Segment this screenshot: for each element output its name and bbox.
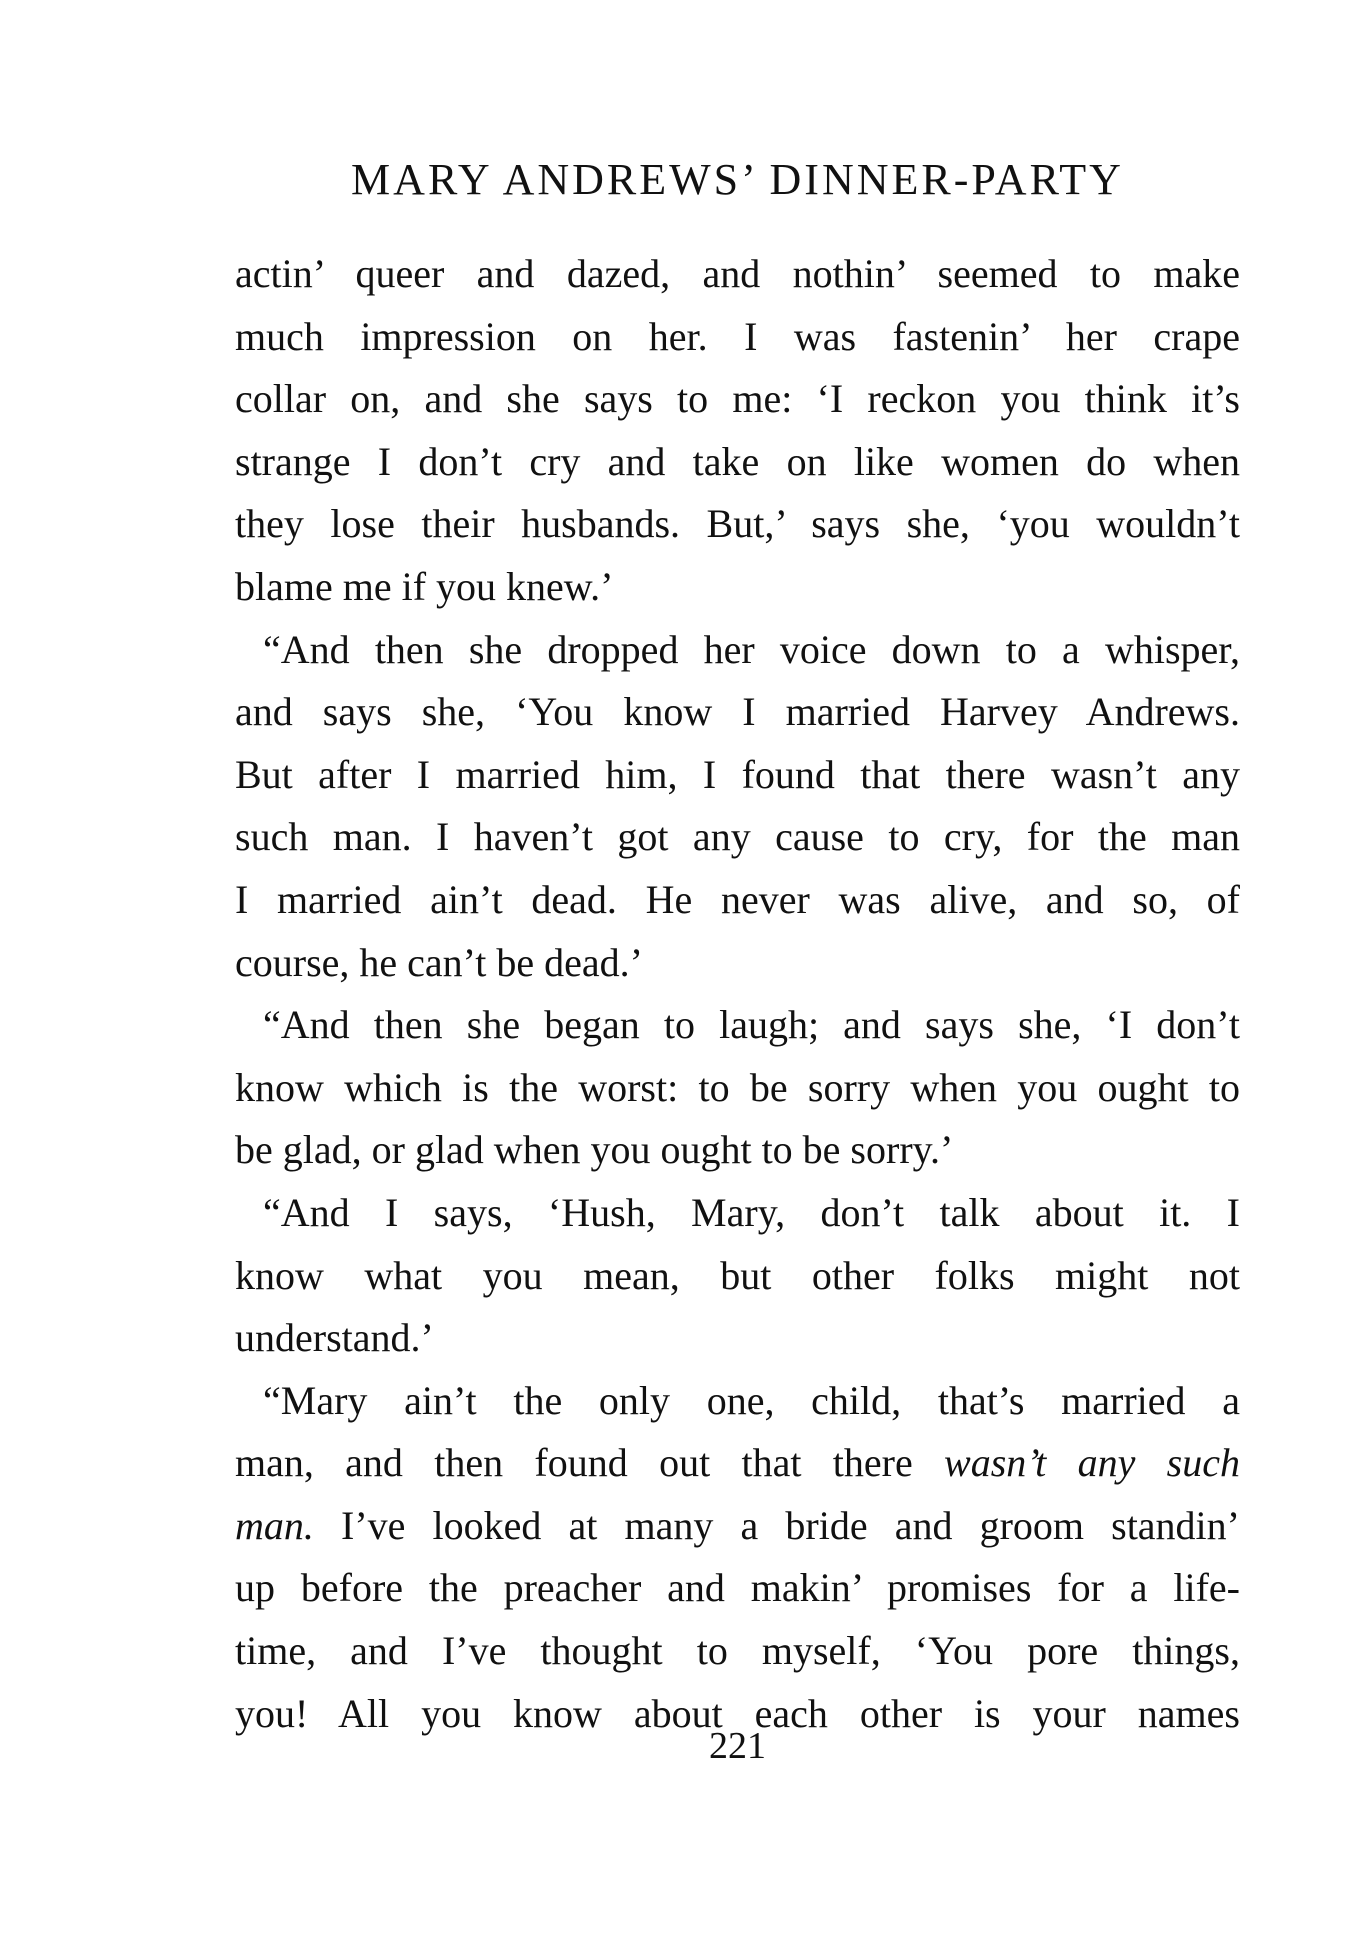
text-line: “And I says, ‘Hush, Mary, don’t talk about it. I xyxy=(263,1189,1240,1235)
paragraph xyxy=(235,243,1240,619)
text-line: and says she, ‘You know I married Harvey Andrews. xyxy=(235,689,1240,735)
text-line: know which is the worst: to be sorry when you ought to xyxy=(235,1064,1240,1110)
text-line: strange I don’t cry and take on like women do when xyxy=(235,438,1240,484)
text-line: time, and I’ve thought to myself, ‘You pore things, xyxy=(235,1628,1240,1674)
text-line: up before the preacher and makin’ promises for a life- xyxy=(235,1565,1240,1611)
body-text xyxy=(235,243,1240,1745)
paragraph xyxy=(235,619,1240,995)
text-line xyxy=(235,1432,1240,1495)
paragraph xyxy=(235,994,1240,1182)
text-line: “And then she began to laugh; and says she, ‘I don’t xyxy=(263,1002,1240,1048)
text-line: actin’ queer and dazed, and nothin’ seemed to make xyxy=(235,251,1240,296)
text-line: know what you mean, but other folks might not xyxy=(235,1252,1240,1298)
text-segment: I’ve looked at many a bride and groom standin’ xyxy=(313,1502,1240,1548)
text-line: But after I married him, I found that there wasn’t any xyxy=(235,751,1240,797)
text-line: such man. I haven’t got any cause to cry, for the man xyxy=(235,814,1240,860)
text-line: be glad, or glad when you ought to be sorry.’ xyxy=(235,1127,954,1173)
text-segment: man, and then found out that there xyxy=(235,1440,945,1486)
running-head: MARY ANDREWS’ DINNER-PARTY xyxy=(351,155,1124,204)
text-line: blame me if you knew.’ xyxy=(235,563,614,609)
text-line: they lose their husbands. But,’ says she, ‘you wouldn’t xyxy=(235,501,1240,547)
text-line: much impression on her. I was fastenin’ her crape xyxy=(235,313,1240,359)
page-number: 221 xyxy=(709,1725,766,1767)
italic-text: wasn’t any such xyxy=(944,1440,1240,1486)
text-line: understand.’ xyxy=(235,1315,434,1361)
italic-text: man. xyxy=(235,1502,314,1548)
text-line: you! All you know about each other is your names xyxy=(235,1690,1240,1736)
paragraph xyxy=(235,1182,1240,1370)
text-line: “And then she dropped her voice down to a whisper, xyxy=(263,626,1240,672)
text-line: I married ain’t dead. He never was alive, and so, of xyxy=(235,876,1240,922)
text-line: collar on, and she says to me: ‘I reckon you think it’s xyxy=(235,376,1240,422)
text-line: course, he can’t be dead.’ xyxy=(235,939,643,985)
text-line: “Mary ain’t the only one, child, that’s married a xyxy=(263,1377,1240,1423)
paragraph xyxy=(235,1370,1240,1746)
text-line xyxy=(235,1495,1240,1558)
